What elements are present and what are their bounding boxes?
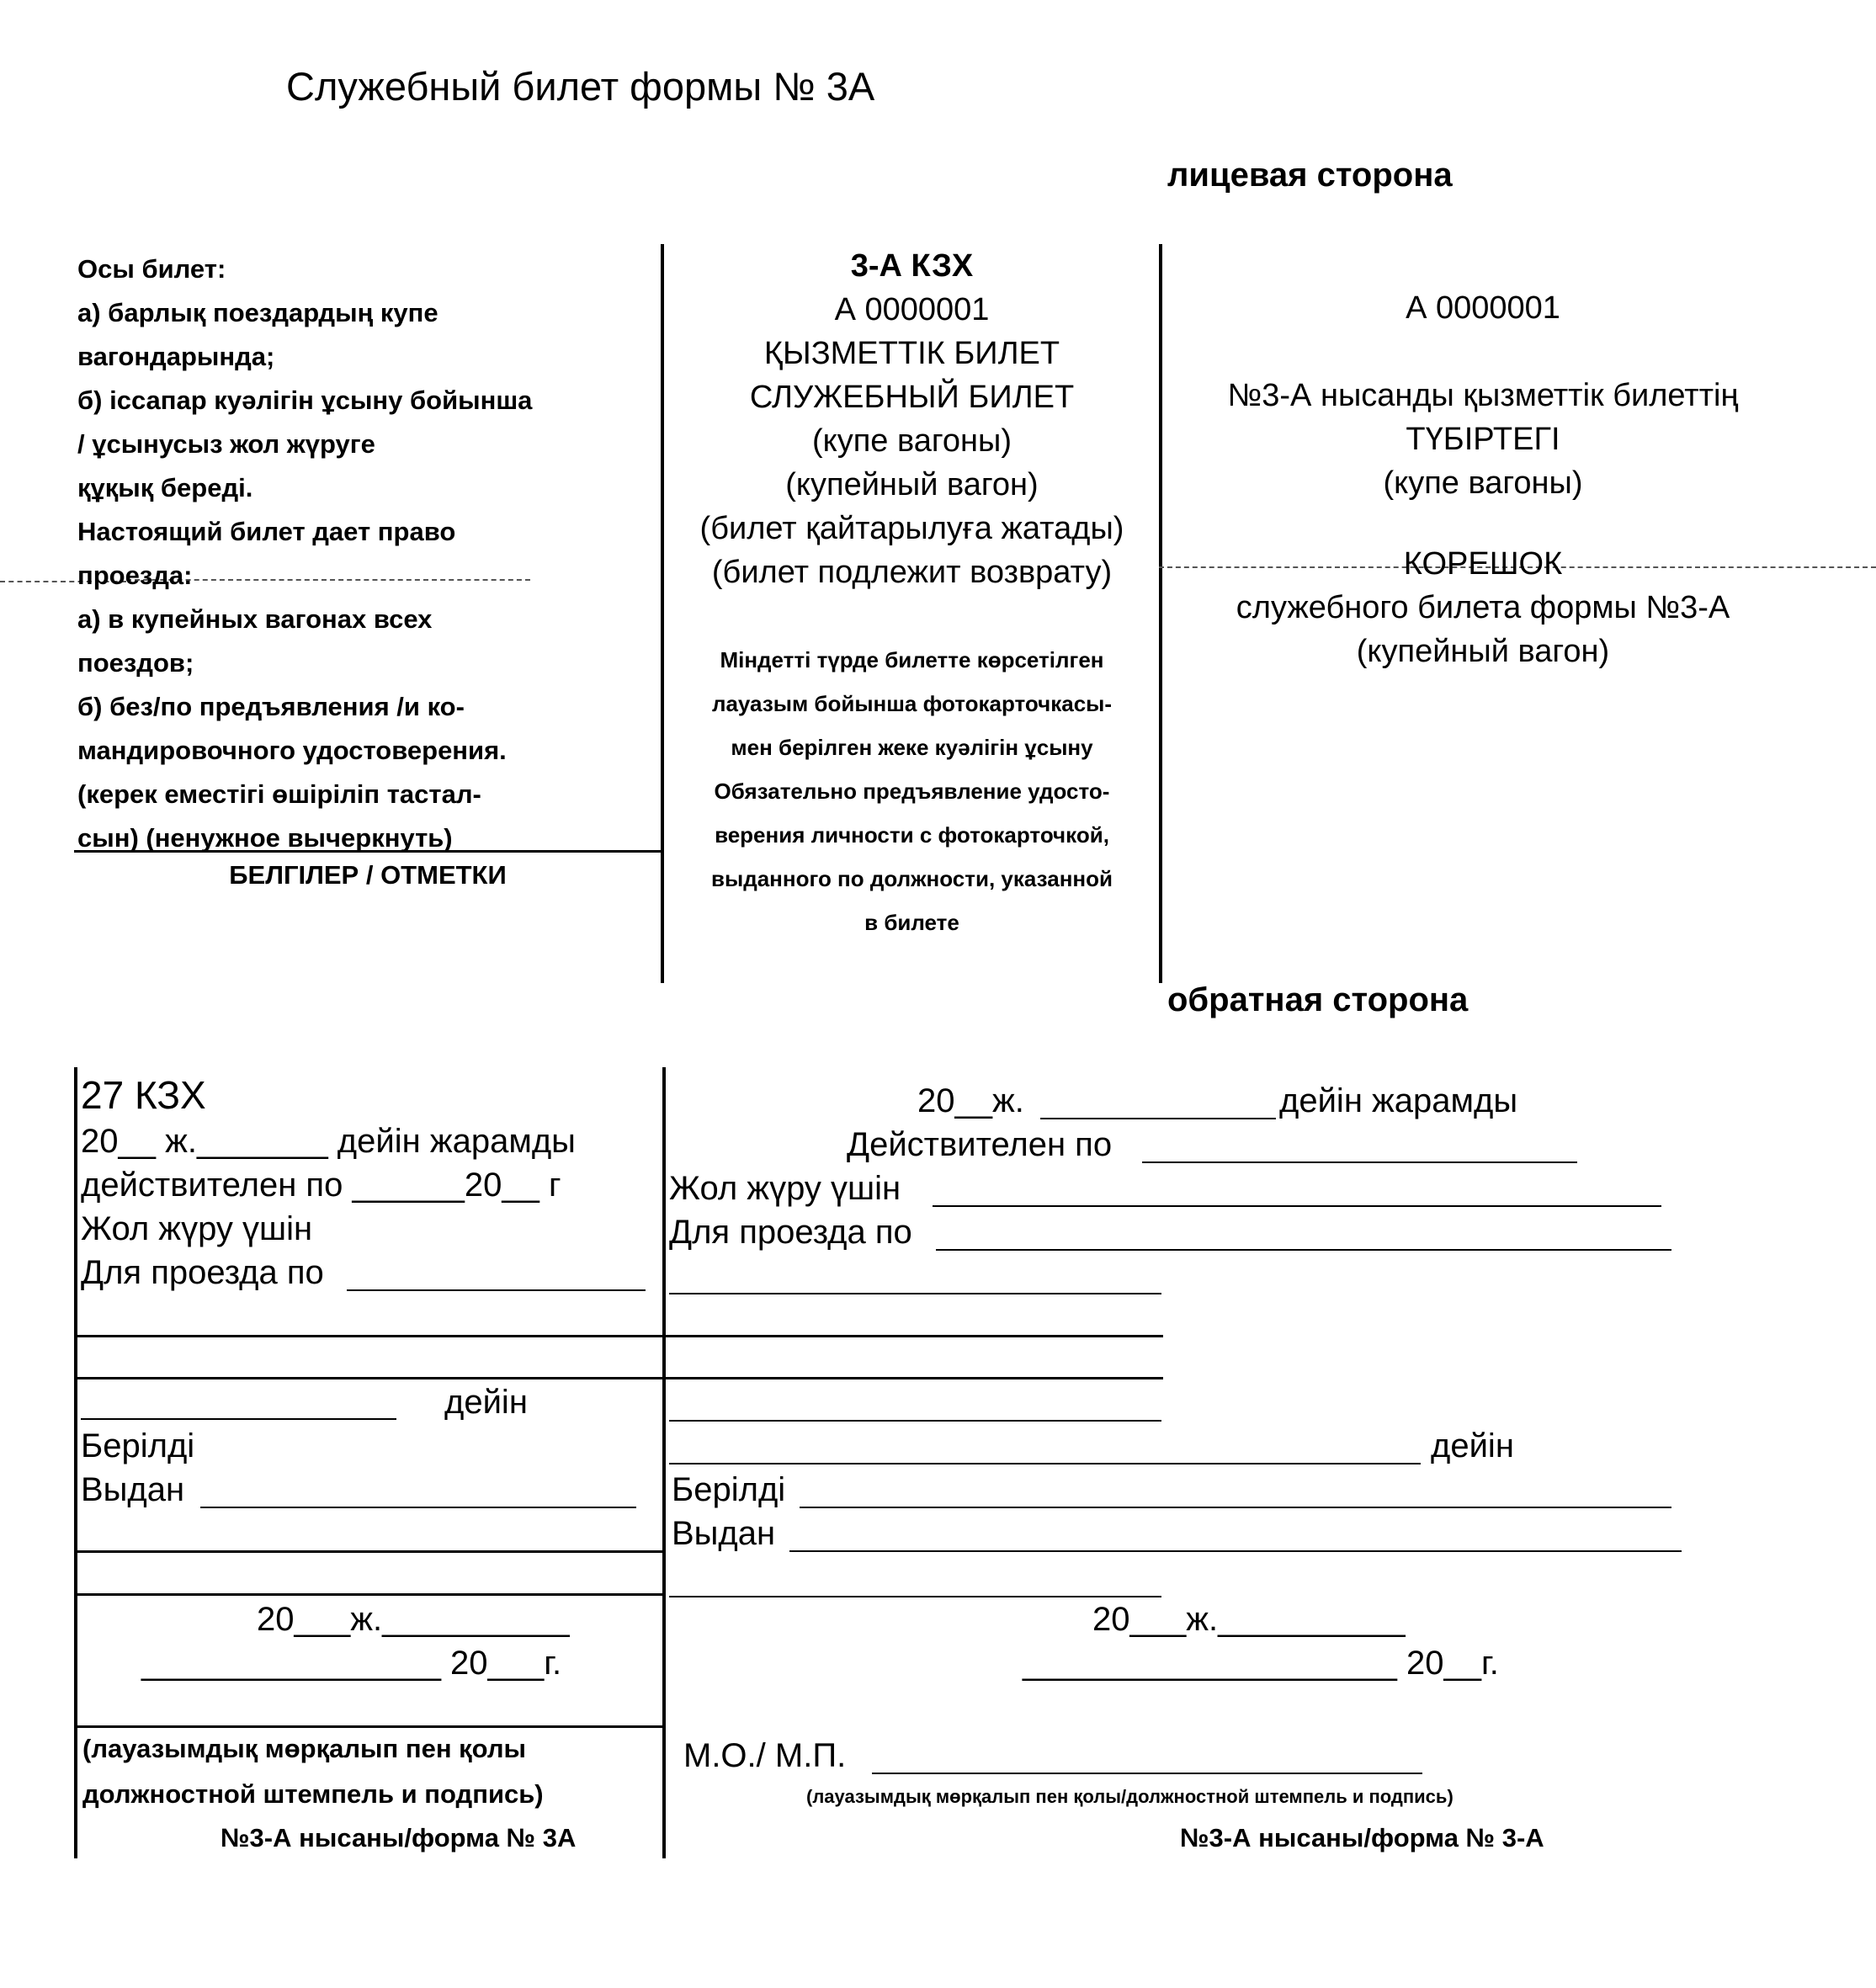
back-r-issued-kz-field[interactable] [800, 1507, 1671, 1508]
back-left-rule-2 [76, 1377, 1163, 1379]
stub-kz-line2: ТҮБІРТЕГІ [1406, 422, 1560, 457]
back-until-field[interactable] [81, 1418, 396, 1420]
wagon-ru: (купейный вагон) [785, 467, 1039, 502]
ticket-title-ru: СЛУЖЕБНЫЙ БИЛЕТ [749, 380, 1075, 415]
back-divider [662, 1067, 666, 1858]
back-r-travel-kz-field[interactable] [933, 1205, 1661, 1207]
back-r-issued-ru-field[interactable] [789, 1550, 1682, 1552]
text-line: Настоящий билет дает право [77, 517, 456, 546]
back-r-issued-kz: Берілді [672, 1471, 786, 1508]
wagon-kz: (купе вагоны) [812, 423, 1012, 459]
ticket-number: А 0000001 [834, 292, 990, 327]
text-line: а) барлық поездардың купе [77, 298, 438, 327]
back-date-2: ________________ 20___г. [141, 1645, 562, 1682]
back-r-issued-ru: Выдан [672, 1515, 776, 1552]
stub-wagon-kz: (купе вагоны) [1383, 465, 1583, 501]
back-r-until-label: дейін [1431, 1427, 1514, 1464]
back-r-travel-ru-field[interactable] [936, 1249, 1671, 1251]
stub-wagon-ru: (купейный вагон) [1356, 634, 1610, 669]
text-line: вагондарында; [77, 342, 275, 371]
back-r-valid-suffix: дейін жарамды [1279, 1082, 1518, 1119]
back-r-date-1: 20___ж.__________ [1092, 1601, 1406, 1638]
back-r-stamp-field[interactable] [872, 1773, 1422, 1774]
notice-line: Обязательно предъявление удосто- [714, 779, 1110, 804]
back-left-rule-1 [76, 1335, 1163, 1337]
back-valid-kz: 20__ ж._______ дейін жарамды [81, 1123, 576, 1160]
text-line: б) без/по предъявления /и ко- [77, 692, 465, 721]
back-r-line-1[interactable] [669, 1293, 1161, 1294]
front-notice [665, 638, 1159, 944]
stub-ru-line2: служебного билета формы №3-А [1236, 590, 1730, 625]
back-r-form-label: №3-А нысаны/форма № 3-А [1180, 1823, 1544, 1852]
text-line: проезда: [77, 561, 193, 590]
back-until-label: дейін [444, 1384, 528, 1421]
front-left-text [77, 247, 650, 860]
back-issued-ru-field[interactable] [200, 1507, 636, 1508]
text-line: (керек еместігі өшіріліп тастал- [77, 779, 481, 809]
text-line: / ұсынусыз жол жүруге [77, 429, 375, 459]
front-divider-right [1159, 244, 1162, 983]
back-r-valid-ru: Действителен по [847, 1126, 1113, 1163]
stub-kz-line1: №3-А нысанды қызметтік билеттің [1227, 378, 1739, 413]
back-r-line-3[interactable] [669, 1596, 1161, 1597]
text-line: поездов; [77, 648, 194, 678]
back-issued-kz: Берілді [81, 1427, 195, 1464]
back-r-stamp-label: М.О./ М.П. [683, 1737, 847, 1774]
notice-line: в билете [864, 910, 959, 935]
text-line: құқық береді. [77, 473, 253, 502]
ticket-code: 3-А КЗХ [850, 248, 974, 284]
stub-number: А 0000001 [1406, 290, 1560, 326]
document-title: Служебный билет формы № 3А [286, 64, 875, 109]
back-r-line-2[interactable] [669, 1420, 1161, 1422]
back-r-stamp-note: (лауазымдық мөрқалып пен қолы/должностной штемпель и подпись) [806, 1786, 1454, 1807]
back-stamp-kz: (лауазымдық мөрқалып пен қолы [82, 1734, 527, 1763]
back-travel-ru: Для проезда по [81, 1254, 324, 1291]
return-ru: (билет подлежит возврату) [711, 555, 1113, 590]
return-kz: (билет қайтарылуға жатады) [699, 511, 1124, 546]
notice-line: мен берілген жеке куәлігін ұсыну [731, 735, 1093, 760]
stub-ru-line1: КОРЕШОК [1403, 546, 1563, 582]
back-r-travel-kz: Жол жүру үшін [669, 1170, 901, 1207]
front-middle-block [665, 244, 1159, 594]
back-stamp-ru: должностной штемпель и подпись) [82, 1779, 544, 1809]
back-side-label: обратная сторона [1167, 981, 1469, 1018]
back-r-valid-field[interactable] [1040, 1118, 1276, 1119]
back-left-rule-3 [76, 1550, 662, 1553]
back-travel-ru-field[interactable] [347, 1289, 646, 1291]
back-border-left [74, 1067, 77, 1858]
back-valid-ru: действителен по ______20__ г [81, 1167, 561, 1204]
ticket-title-kz: ҚЫЗМЕТТІК БИЛЕТ [763, 336, 1060, 371]
back-r-date-2: ____________________ 20__г. [1023, 1645, 1499, 1682]
text-line: мандировочного удостоверения. [77, 736, 507, 765]
notice-line: Міндетті түрде билетте көрсетілген [720, 647, 1104, 672]
back-r-valid-ru-field[interactable] [1142, 1161, 1577, 1163]
back-travel-kz: Жол жүру үшін [81, 1210, 313, 1247]
notice-line: лауазым бойынша фотокарточкасы- [711, 691, 1113, 716]
back-r-valid-prefix: 20__ж. [917, 1082, 1024, 1119]
back-date-1: 20___ж.__________ [257, 1601, 570, 1638]
marks-label: БЕЛГІЛЕР / ОТМЕТКИ [229, 860, 507, 890]
text-line: б) іссапар куәлігін ұсыну бойынша [77, 385, 533, 415]
text-line: Осы билет: [77, 254, 226, 284]
notice-line: выданного по должности, указанной [711, 866, 1113, 891]
text-line: а) в купейных вагонах всех [77, 604, 433, 634]
front-right-block [1163, 286, 1803, 673]
back-issued-ru: Выдан [81, 1471, 185, 1508]
back-left-rule-4 [76, 1593, 662, 1596]
back-left-rule-5 [76, 1725, 662, 1728]
front-side-label: лицевая сторона [1167, 157, 1453, 194]
back-form-label: №3-А нысаны/форма № 3А [221, 1823, 577, 1852]
text-line: сын) (ненужное вычеркнуть) [77, 823, 453, 853]
back-r-travel-ru: Для проезда по [669, 1214, 912, 1251]
back-r-until-field[interactable] [669, 1463, 1421, 1464]
notice-line: верения личности с фотокарточкой, [715, 822, 1109, 848]
back-code: 27 КЗХ [81, 1073, 206, 1117]
